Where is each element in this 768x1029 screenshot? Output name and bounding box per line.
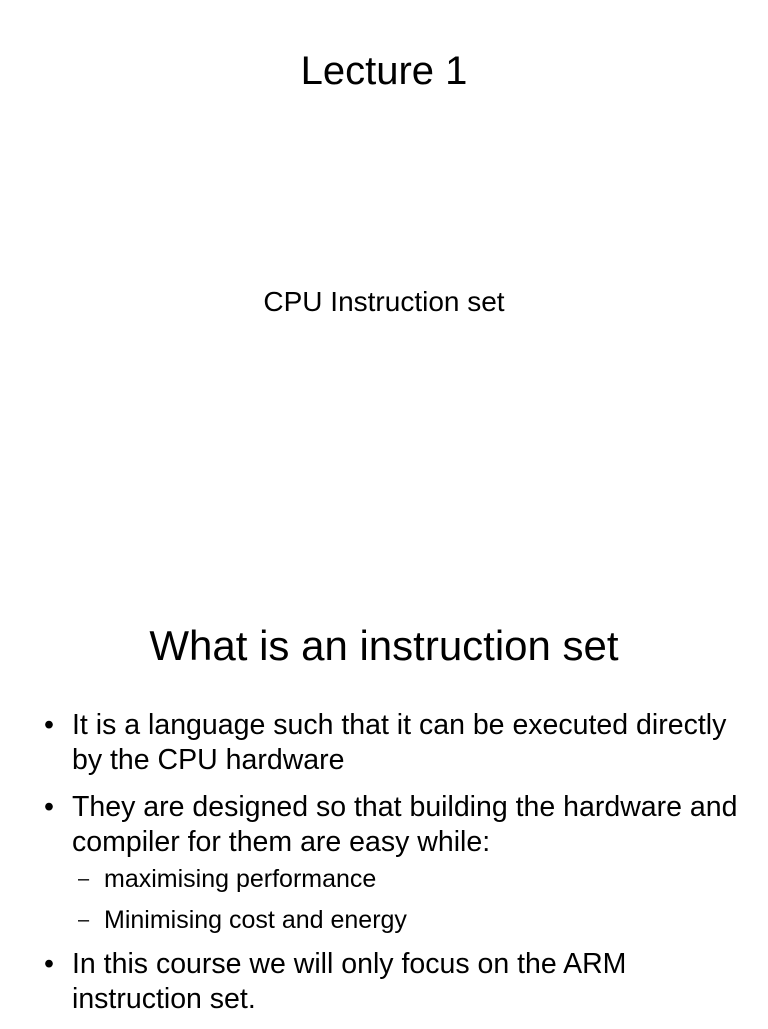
bullet-text: In this course we will only focus on the ARM instruction set. bbox=[72, 948, 627, 1015]
sub-bullet-marker: – bbox=[78, 909, 90, 931]
slide-title: What is an instruction set bbox=[149, 622, 619, 669]
slide-instruction-set bbox=[0, 576, 768, 1024]
sub-bullet-marker: – bbox=[78, 868, 90, 890]
sub-bullet-text: Minimising cost and energy bbox=[104, 906, 407, 934]
bullet-marker: • bbox=[44, 948, 54, 980]
sub-bullet-item bbox=[0, 905, 738, 935]
lecture-subtitle: CPU Instruction set bbox=[263, 286, 505, 317]
bullet-text: It is a language such that it can be executed directly by the CPU hardware bbox=[72, 709, 727, 776]
sub-bullet-item bbox=[0, 864, 738, 894]
sub-bullet-list bbox=[72, 864, 738, 935]
bullet-item bbox=[0, 708, 768, 778]
lecture-title: Lecture 1 bbox=[300, 49, 468, 93]
bullet-text: They are designed so that building the hardware and compiler for them are easy while: bbox=[72, 791, 738, 858]
bullet-item bbox=[0, 947, 768, 1017]
sub-bullet-text: maximising performance bbox=[104, 865, 377, 893]
bullet-marker: • bbox=[44, 791, 54, 823]
bullet-item bbox=[0, 790, 768, 935]
bullet-marker: • bbox=[44, 709, 54, 741]
bullet-list bbox=[0, 708, 768, 1029]
